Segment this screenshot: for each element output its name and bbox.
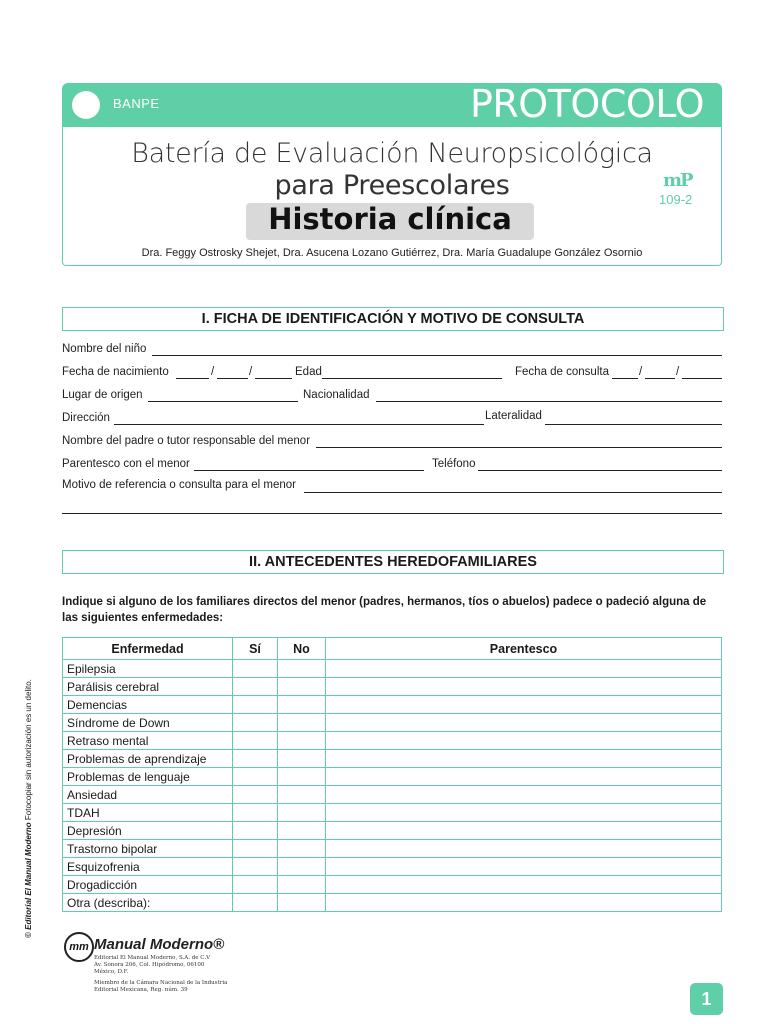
field-lugar-origen[interactable] (148, 401, 298, 402)
no-cell[interactable] (278, 696, 326, 714)
field-fecha-nacimiento-anio[interactable] (255, 378, 292, 379)
disease-name: Demencias (63, 696, 233, 714)
title-line2: para Preescolares (274, 170, 510, 201)
label-motivo: Motivo de referencia o consulta para el menor (62, 479, 296, 491)
table-row (63, 786, 722, 804)
table-row (63, 678, 722, 696)
parentesco-cell[interactable] (326, 840, 722, 858)
page-number: 1 (690, 983, 723, 1015)
table-header-row (63, 638, 722, 660)
no-cell[interactable] (278, 732, 326, 750)
table-row (63, 660, 722, 678)
label-telefono: Teléfono (432, 458, 476, 470)
disease-name: Problemas de aprendizaje (63, 750, 233, 768)
table-row (63, 822, 722, 840)
table-row (63, 894, 722, 912)
table-row (63, 840, 722, 858)
si-cell[interactable] (233, 822, 278, 840)
copyright-notice (24, 679, 33, 938)
table-row (63, 750, 722, 768)
field-edad[interactable] (322, 378, 502, 379)
si-cell[interactable] (233, 768, 278, 786)
label-nombre-nino: Nombre del niño (62, 343, 147, 355)
table-row (63, 804, 722, 822)
parentesco-cell[interactable] (326, 876, 722, 894)
parentesco-cell[interactable] (326, 822, 722, 840)
header-no: No (278, 638, 326, 660)
field-direccion[interactable] (114, 424, 484, 425)
field-nombre-nino[interactable] (152, 355, 722, 356)
si-cell[interactable] (233, 714, 278, 732)
no-cell[interactable] (278, 768, 326, 786)
footer-address-1: Editorial El Manual Moderno, S.A. de C.V (94, 955, 211, 961)
label-lugar-origen: Lugar de origen (62, 389, 143, 401)
protocol-code: 109-2 (659, 192, 693, 207)
si-cell[interactable] (233, 696, 278, 714)
label-fecha-nacimiento: Fecha de nacimiento (62, 366, 169, 378)
field-motivo-continuation[interactable] (62, 513, 722, 514)
disease-name: Trastorno bipolar (63, 840, 233, 858)
si-cell[interactable] (233, 840, 278, 858)
section-title-antecedentes: II. ANTECEDENTES HEREDOFAMILIARES (62, 550, 724, 574)
si-cell[interactable] (233, 660, 278, 678)
table-row (63, 858, 722, 876)
label-lateralidad: Lateralidad (485, 410, 542, 422)
field-fecha-consulta-dia[interactable] (612, 378, 638, 379)
page-subtitle: Historia clínica (268, 202, 512, 236)
table-row (63, 696, 722, 714)
header-parentesco: Parentesco (326, 638, 722, 660)
copyright-text: Fotocopiar sin autorización es un delito. (24, 679, 33, 821)
parentesco-cell[interactable] (326, 660, 722, 678)
no-cell[interactable] (278, 660, 326, 678)
label-fecha-consulta: Fecha de consulta (515, 366, 609, 378)
table-row (63, 768, 722, 786)
disease-name: Drogadicción (63, 876, 233, 894)
field-telefono[interactable] (478, 470, 722, 471)
field-fecha-consulta-mes[interactable] (645, 378, 675, 379)
disease-name: Ansiedad (63, 786, 233, 804)
disease-name: Depresión (63, 822, 233, 840)
field-lateralidad[interactable] (545, 424, 722, 425)
table-row (63, 876, 722, 894)
footer-member-2: Editorial Mexicana, Reg. núm. 39 (94, 987, 188, 993)
date-separator: / (639, 366, 643, 378)
parentesco-cell[interactable] (326, 858, 722, 876)
parentesco-cell[interactable] (326, 678, 722, 696)
enfermedades-table (62, 637, 722, 912)
header-si: Sí (233, 638, 278, 660)
table-row (63, 714, 722, 732)
si-cell[interactable] (233, 858, 278, 876)
field-nombre-padre[interactable] (316, 447, 722, 448)
parentesco-cell[interactable] (326, 894, 722, 912)
field-fecha-nacimiento-mes[interactable] (217, 378, 248, 379)
label-nombre-padre: Nombre del padre o tutor responsable del menor (62, 435, 311, 447)
no-cell[interactable] (278, 822, 326, 840)
parentesco-cell[interactable] (326, 732, 722, 750)
disease-name: Retraso mental (63, 732, 233, 750)
disease-name: Parálisis cerebral (63, 678, 233, 696)
authors: Dra. Feggy Ostrosky Shejet, Dra. Asucena Lozano Gutiérrez, Dra. María Guadalupe González Osornio (141, 247, 643, 259)
brand-label: BANPE (113, 96, 160, 111)
header-enfermedad: Enfermedad (63, 638, 233, 660)
instructions: Indique si alguno de los familiares directos del menor (padres, hermanos, tíos o abuelos) padece o padeció alguna de las siguientes enfermedades: (62, 596, 707, 624)
date-separator: / (211, 366, 215, 378)
table-row (63, 732, 722, 750)
date-separator: / (676, 366, 680, 378)
parentesco-cell[interactable] (326, 768, 722, 786)
parentesco-cell[interactable] (326, 804, 722, 822)
date-separator: / (249, 366, 253, 378)
label-parentesco: Parentesco con el menor (62, 458, 190, 470)
circle-icon (72, 91, 100, 119)
disease-name: Problemas de lenguaje (63, 768, 233, 786)
parentesco-cell[interactable] (326, 750, 722, 768)
label-edad: Edad (295, 366, 322, 378)
section-title-identificacion: I. FICHA DE IDENTIFICACIÓN Y MOTIVO DE CONSULTA (62, 307, 724, 331)
label-nacionalidad: Nacionalidad (303, 389, 370, 401)
no-cell[interactable] (278, 678, 326, 696)
si-cell[interactable] (233, 876, 278, 894)
disease-name: Otra (describa): (63, 894, 233, 912)
disease-name: Epilepsia (63, 660, 233, 678)
disease-name: Esquizofrenia (63, 858, 233, 876)
no-cell[interactable] (278, 786, 326, 804)
field-fecha-consulta-anio[interactable] (682, 378, 722, 379)
manual-moderno-logo-icon: mm (64, 932, 94, 962)
label-direccion: Dirección (62, 412, 110, 424)
footer-brand: Manual Moderno® (94, 936, 225, 953)
copyright-holder: © Editorial El Manual Moderno (24, 822, 33, 938)
parentesco-cell[interactable] (326, 786, 722, 804)
disease-name: TDAH (63, 804, 233, 822)
si-cell[interactable] (233, 750, 278, 768)
title-line1: Batería de Evaluación Neuropsicológica (131, 138, 653, 169)
no-cell[interactable] (278, 876, 326, 894)
footer-address-3: México, D.F. (94, 969, 129, 975)
parentesco-cell[interactable] (326, 714, 722, 732)
field-motivo[interactable] (304, 492, 722, 493)
si-cell[interactable] (233, 786, 278, 804)
no-cell[interactable] (278, 804, 326, 822)
no-cell[interactable] (278, 714, 326, 732)
no-cell[interactable] (278, 750, 326, 768)
protocol-label: PROTOCOLO (469, 82, 704, 126)
footer-address-2: Av. Sonora 206, Col. Hipódromo, 06100 (94, 962, 205, 968)
field-fecha-nacimiento-dia[interactable] (176, 378, 209, 379)
si-cell[interactable] (233, 678, 278, 696)
si-cell[interactable] (233, 732, 278, 750)
disease-name: Síndrome de Down (63, 714, 233, 732)
si-cell[interactable] (233, 804, 278, 822)
no-cell[interactable] (278, 840, 326, 858)
si-cell[interactable] (233, 894, 278, 912)
publisher-logo-icon: mP (663, 170, 692, 191)
field-parentesco[interactable] (194, 470, 424, 471)
field-nacionalidad[interactable] (376, 401, 722, 402)
parentesco-cell[interactable] (326, 696, 722, 714)
footer-member-1: Miembro de la Cámara Nacional de la Industria (94, 980, 228, 986)
no-cell[interactable] (278, 858, 326, 876)
no-cell[interactable] (278, 894, 326, 912)
